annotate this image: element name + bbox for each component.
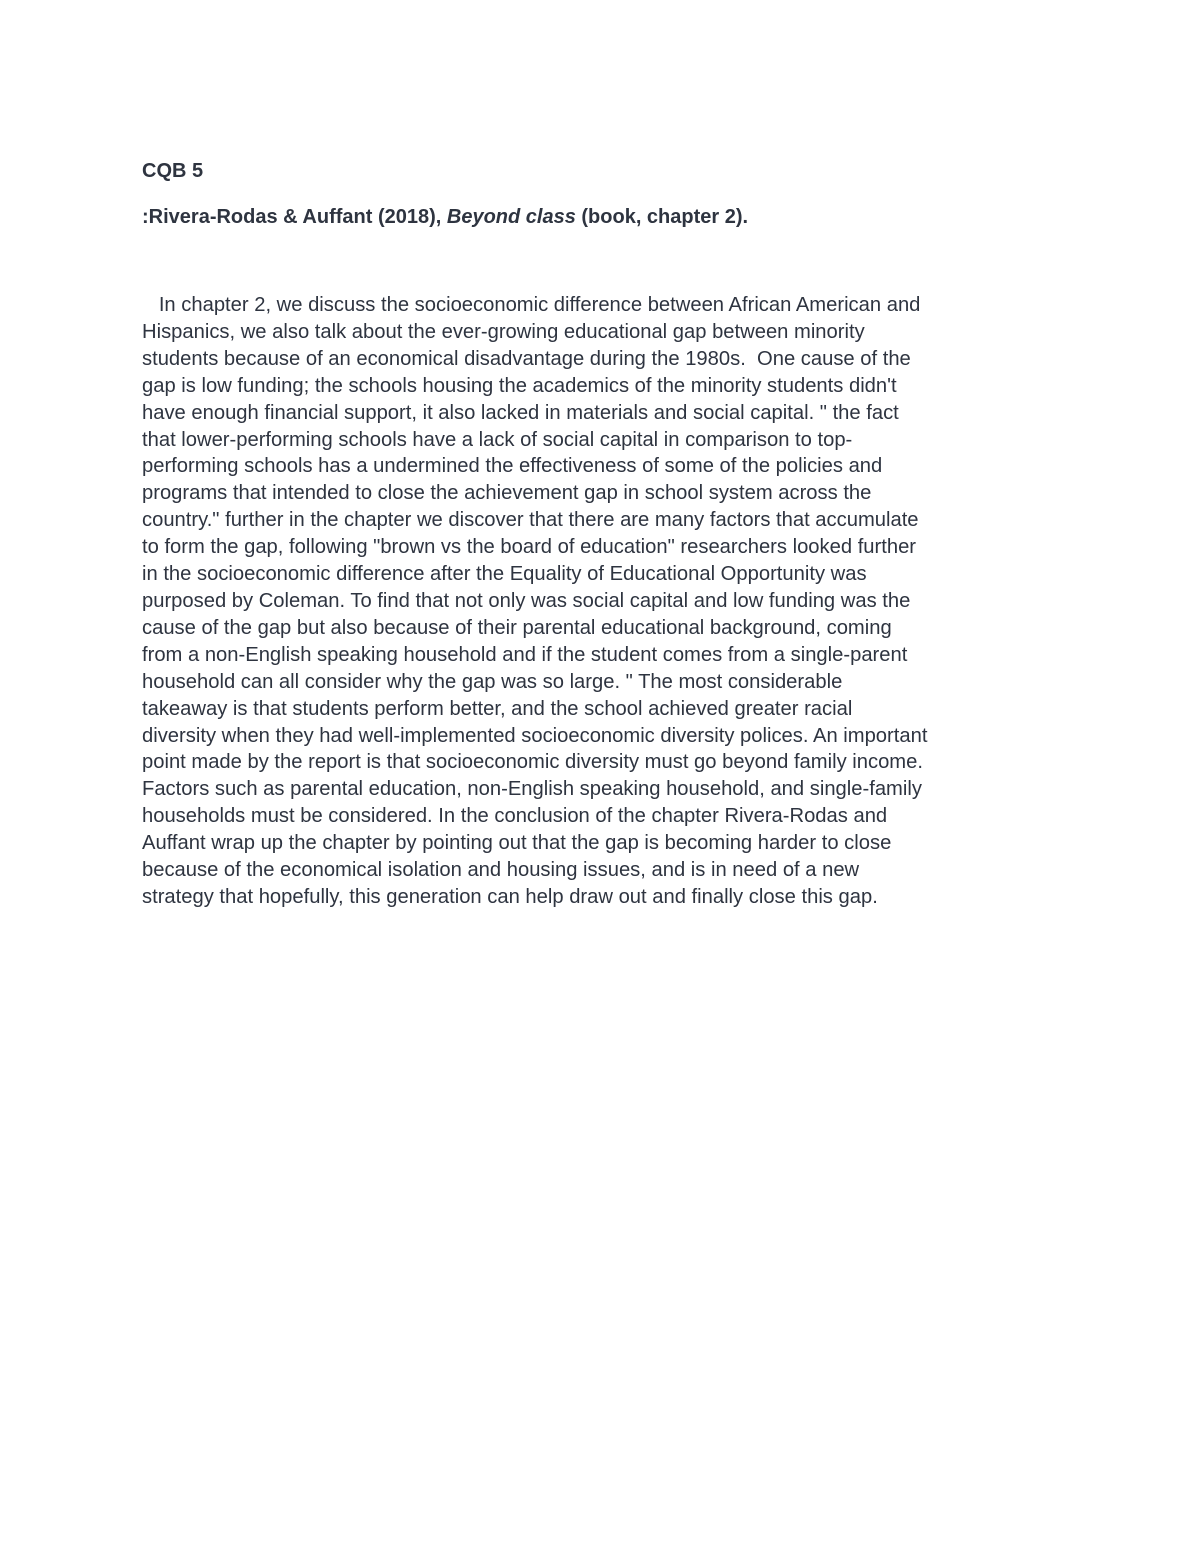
body-line: country." further in the chapter we discover that there are many factors that accumulate (142, 509, 919, 532)
body-line: have enough financial support, it also lacked in materials and social capital. " the fact (142, 401, 899, 424)
document-code-heading: CQB 5 (142, 160, 204, 182)
body-line: in the socioeconomic difference after the Equality of Educational Opportunity was (142, 563, 867, 586)
body-line: Hispanics, we also talk about the ever-growing educational gap between minority (142, 320, 865, 343)
body-line: purposed by Coleman. To find that not only was social capital and low funding was the (142, 589, 911, 612)
body-line: to form the gap, following "brown vs the board of education" researchers looked further (142, 536, 917, 559)
body-line: Factors such as parental education, non-English speaking household, and single-family (142, 778, 922, 801)
body-line: that lower-performing schools have a lack of social capital in comparison to top- (142, 428, 853, 451)
body-line: households must be considered. In the conclusion of the chapter Rivera-Rodas and (142, 805, 888, 828)
citation-book-title: Beyond class (446, 206, 576, 228)
body-line: In chapter 2, we discuss the socioeconomic difference between African American and (142, 294, 921, 316)
body-line: point made by the report is that socioeconomic diversity must go beyond family income. (142, 751, 923, 774)
citation-heading (142, 206, 748, 229)
body-line: gap is low funding; the schools housing the academics of the minority students didn't (142, 374, 897, 397)
body-paragraph (142, 292, 1072, 911)
body-line: Auffant wrap up the chapter by pointing out that the gap is becoming harder to close (142, 832, 892, 855)
body-line: performing schools has a undermined the effectiveness of some of the policies and (142, 455, 883, 478)
body-line: strategy that hopefully, this generation can help draw out and finally close this gap. (142, 885, 878, 908)
body-line: household can all consider why the gap was so large. " The most considerable (142, 670, 843, 693)
citation-suffix: (book, chapter 2). (575, 206, 749, 228)
body-line: programs that intended to close the achievement gap in school system across the (142, 482, 872, 505)
body-line: diversity when they had well-implemented socioeconomic diversity polices. An important (142, 724, 928, 747)
body-line: students because of an economical disadvantage during the 1980s. One cause of the (142, 347, 911, 370)
body-line: because of the economical isolation and housing issues, and is in need of a new (142, 859, 860, 882)
citation-prefix: :Rivera-Rodas & Auffant (2018), (142, 206, 447, 228)
body-line: from a non-English speaking household and if the student comes from a single-parent (142, 643, 908, 666)
body-line: cause of the gap but also because of their parental educational background, coming (142, 616, 892, 639)
body-line: takeaway is that students perform better, and the school achieved greater racial (142, 697, 853, 720)
